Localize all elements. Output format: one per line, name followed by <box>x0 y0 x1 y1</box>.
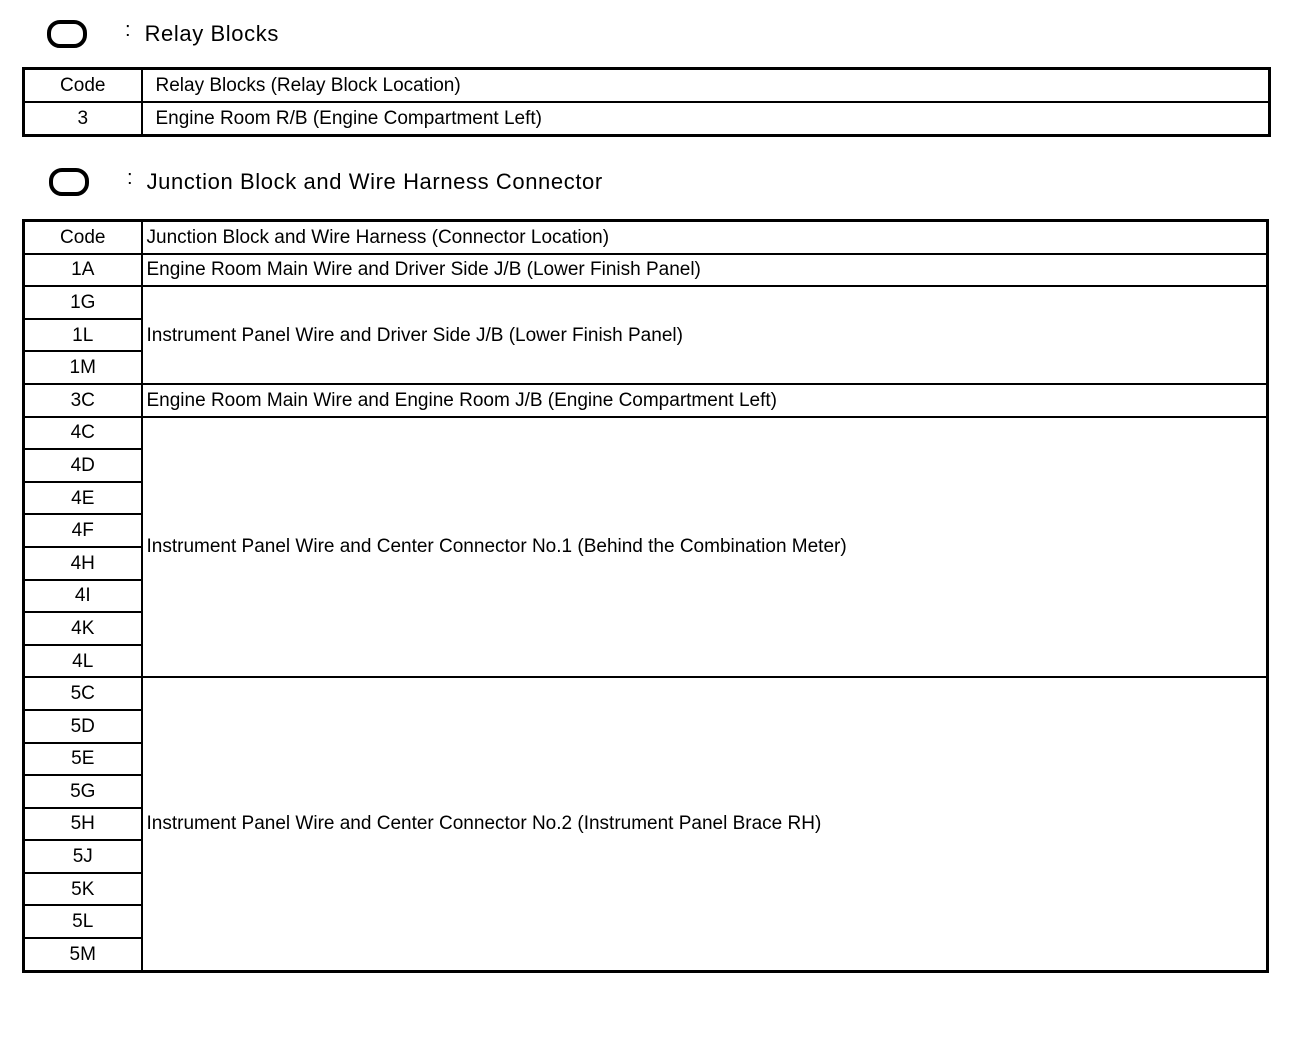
rounded-rectangle-icon <box>49 168 89 196</box>
relay-blocks-legend <box>47 16 279 52</box>
legend-colon: : <box>127 167 133 189</box>
code-cell: 5H <box>24 808 142 841</box>
code-cell: 1M <box>24 351 142 384</box>
code-cell: 1L <box>24 319 142 352</box>
table-row <box>24 286 1268 319</box>
code-cell: 5J <box>24 840 142 873</box>
location-cell: Instrument Panel Wire and Center Connector No.1 (Behind the Combination Meter) <box>142 417 1268 678</box>
code-cell: 4F <box>24 514 142 547</box>
code-cell: 4D <box>24 449 142 482</box>
code-cell: 5K <box>24 873 142 906</box>
code-cell: 3 <box>24 102 142 136</box>
table-row <box>24 384 1268 417</box>
code-cell: 4C <box>24 417 142 450</box>
code-cell: 1A <box>24 254 142 287</box>
code-cell: 4H <box>24 547 142 580</box>
junction-block-legend <box>49 164 603 200</box>
location-cell: Instrument Panel Wire and Driver Side J/B (Lower Finish Panel) <box>142 286 1268 384</box>
code-cell: 5G <box>24 775 142 808</box>
location-cell: Instrument Panel Wire and Center Connector No.2 (Instrument Panel Brace RH) <box>142 677 1268 971</box>
location-cell: Engine Room Main Wire and Driver Side J/B (Lower Finish Panel) <box>142 254 1268 287</box>
code-cell: 4E <box>24 482 142 515</box>
code-cell: 5D <box>24 710 142 743</box>
code-cell: 5L <box>24 905 142 938</box>
table-row <box>24 417 1268 450</box>
location-cell: Engine Room Main Wire and Engine Room J/B (Engine Compartment Left) <box>142 384 1268 417</box>
table-header-row <box>24 221 1268 254</box>
code-header: Code <box>24 221 142 254</box>
table-row <box>24 677 1268 710</box>
junction-block-title: Junction Block and Wire Harness Connector <box>146 169 603 194</box>
table-row <box>24 102 1270 136</box>
code-cell: 4K <box>24 612 142 645</box>
code-header: Code <box>24 69 142 103</box>
code-cell: 4I <box>24 580 142 613</box>
junction-block-table <box>22 219 1269 973</box>
legend-colon: : <box>125 19 131 41</box>
code-cell: 1G <box>24 286 142 319</box>
rounded-rectangle-icon <box>47 20 87 48</box>
code-cell: 4L <box>24 645 142 678</box>
location-header: Relay Blocks (Relay Block Location) <box>142 69 1270 103</box>
code-cell: 5E <box>24 743 142 776</box>
relay-blocks-title: Relay Blocks <box>144 21 279 46</box>
table-row <box>24 254 1268 287</box>
code-cell: 5M <box>24 938 142 971</box>
table-header-row <box>24 69 1270 103</box>
relay-blocks-table <box>22 67 1271 137</box>
location-header: Junction Block and Wire Harness (Connector Location) <box>142 221 1268 254</box>
code-cell: 3C <box>24 384 142 417</box>
location-cell: Engine Room R/B (Engine Compartment Left) <box>142 102 1270 136</box>
code-cell: 5C <box>24 677 142 710</box>
